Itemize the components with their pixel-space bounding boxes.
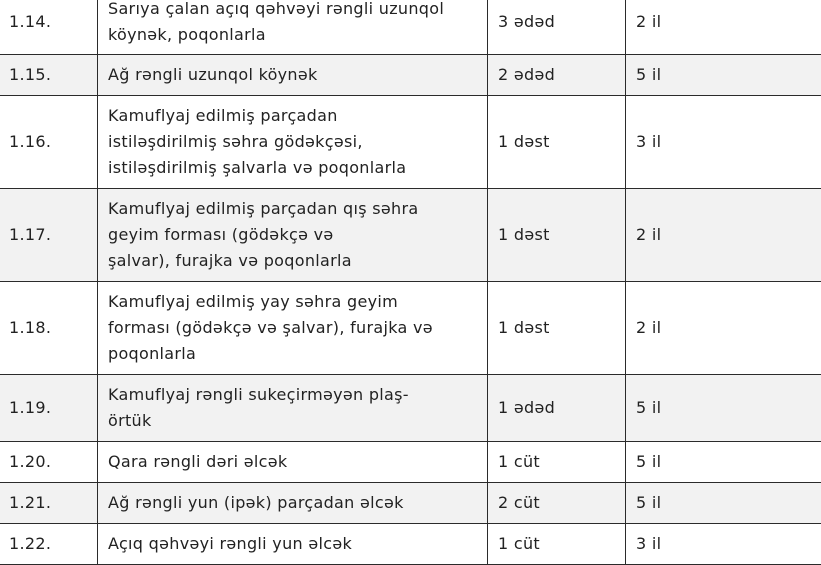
item-term: 3 il <box>626 96 821 189</box>
row-number: 1.21. <box>0 483 98 524</box>
table-row <box>0 96 821 189</box>
item-term: 5 il <box>626 483 821 524</box>
item-term: 3 il <box>626 524 821 565</box>
item-quantity: 1 ədəd <box>488 375 626 442</box>
table-row <box>0 483 821 524</box>
item-term: 2 il <box>626 0 821 55</box>
row-number: 1.18. <box>0 282 98 375</box>
item-quantity: 1 dəst <box>488 96 626 189</box>
item-name: Kamuflyaj edilmiş parçadan istiləşdirilmiş səhra gödəkçəsi, istiləşdirilmiş şalvarla və poqonlarla <box>98 96 488 189</box>
item-name: Qara rəngli dəri əlcək <box>98 442 488 483</box>
item-quantity: 1 cüt <box>488 442 626 483</box>
item-term: 5 il <box>626 55 821 96</box>
item-term: 2 il <box>626 189 821 282</box>
item-quantity: 2 cüt <box>488 483 626 524</box>
row-number: 1.17. <box>0 189 98 282</box>
item-term: 2 il <box>626 282 821 375</box>
row-number: 1.15. <box>0 55 98 96</box>
row-number: 1.22. <box>0 524 98 565</box>
item-quantity: 2 ədəd <box>488 55 626 96</box>
item-term: 5 il <box>626 375 821 442</box>
item-quantity: 1 dəst <box>488 282 626 375</box>
row-number: 1.16. <box>0 96 98 189</box>
row-number: 1.19. <box>0 375 98 442</box>
table-row <box>0 524 821 565</box>
item-name: Kamuflyaj edilmiş yay səhra geyim forması (gödəkçə və şalvar), furajka və poqonlarla <box>98 282 488 375</box>
item-name: Kamuflyaj edilmiş parçadan qış səhra geyim forması (gödəkçə və şalvar), furajka və poqonlarla <box>98 189 488 282</box>
item-name: Açıq qəhvəyi rəngli yun əlcək <box>98 524 488 565</box>
item-quantity: 3 ədəd <box>488 0 626 55</box>
row-number: 1.14. <box>0 0 98 55</box>
item-name: Sarıya çalan açıq qəhvəyi rəngli uzunqol köynək, poqonlarla <box>98 0 488 55</box>
item-name: Ağ rəngli uzunqol köynək <box>98 55 488 96</box>
item-name: Ağ rəngli yun (ipək) parçadan əlcək <box>98 483 488 524</box>
item-quantity: 1 dəst <box>488 189 626 282</box>
table-row <box>0 375 821 442</box>
item-quantity: 1 cüt <box>488 524 626 565</box>
table-row <box>0 189 821 282</box>
table-row <box>0 55 821 96</box>
table-row <box>0 442 821 483</box>
table-row <box>0 0 821 55</box>
table-row <box>0 282 821 375</box>
item-name: Kamuflyaj rəngli sukeçirməyən plaş- örtük <box>98 375 488 442</box>
item-term: 5 il <box>626 442 821 483</box>
row-number: 1.20. <box>0 442 98 483</box>
